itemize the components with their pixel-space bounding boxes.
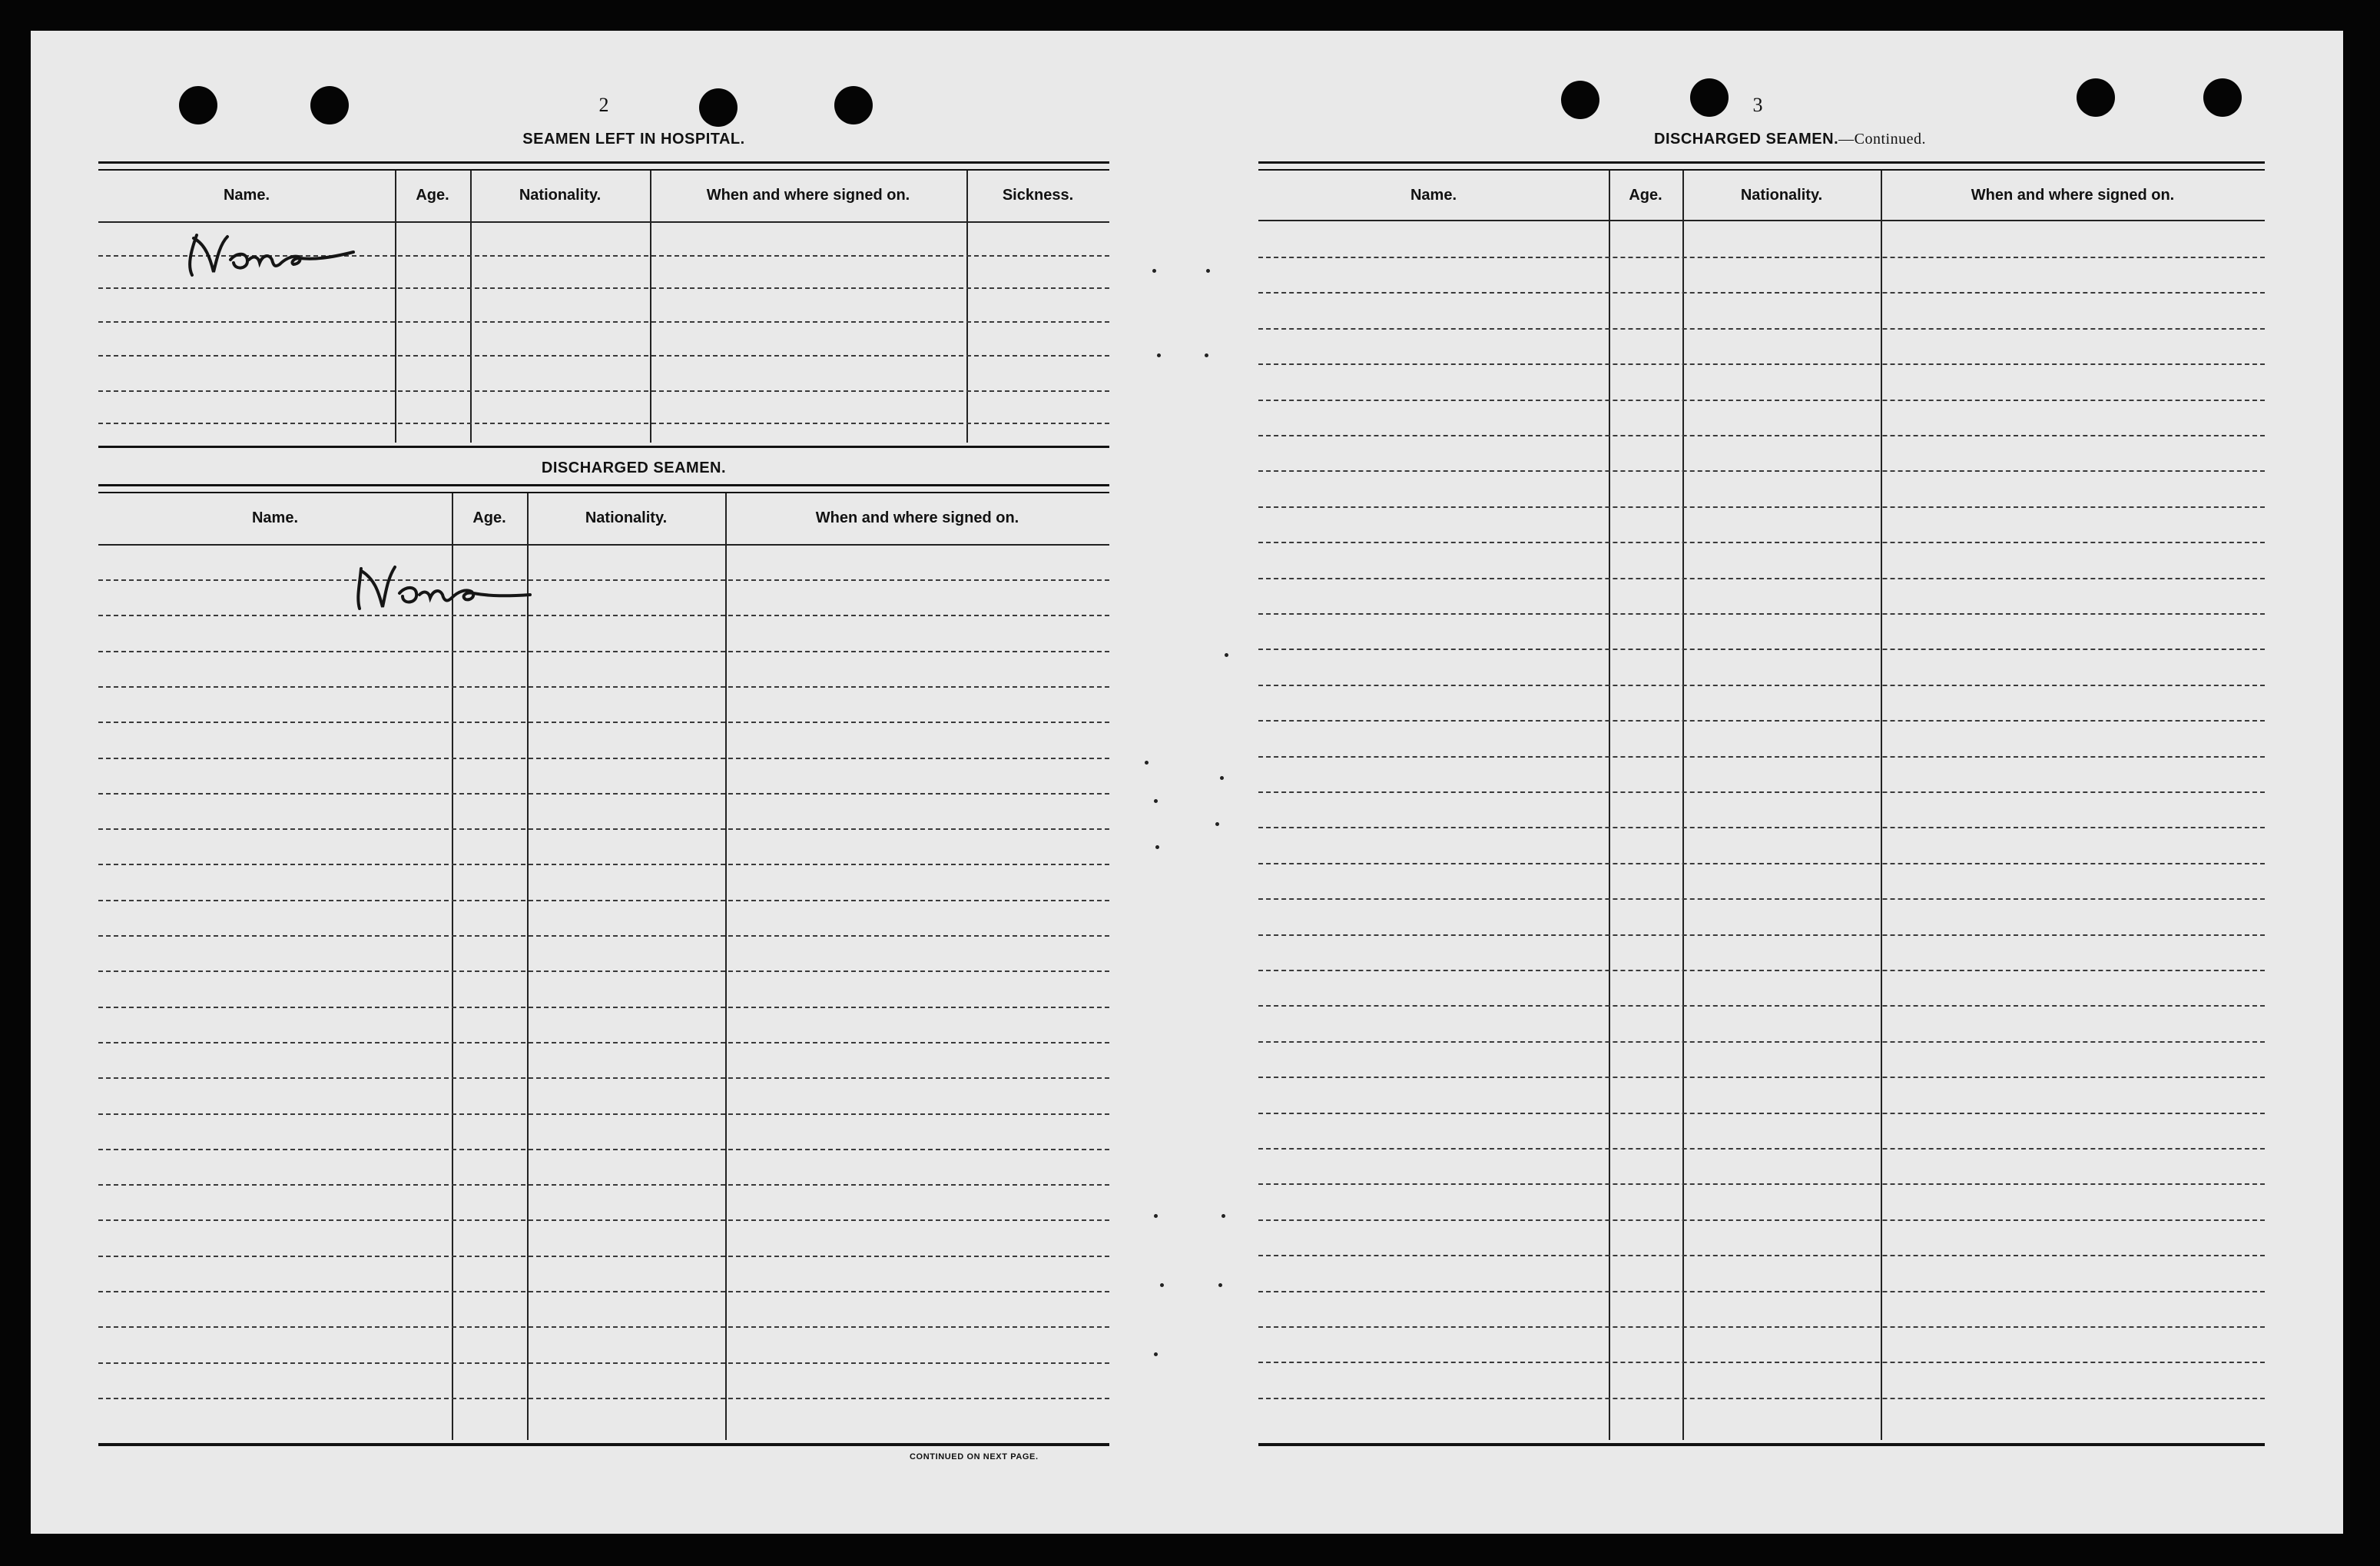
right-bottom-rule [1258,1443,2265,1446]
row-line [98,1184,1109,1186]
gutter-speck [1155,845,1159,849]
continued-note: CONTINUED ON NEXT PAGE. [910,1452,1039,1461]
row-line [1258,1077,2265,1078]
gutter-speck [1154,1214,1158,1218]
row-line [98,758,1109,759]
row-line [98,1007,1109,1008]
row-line [1258,649,2265,650]
handwritten-none-discharged [349,562,533,616]
row-line [1258,400,2265,401]
row-line [1258,720,2265,722]
punch-hole [834,86,873,124]
header-underline [1258,220,2265,221]
right-section-title [1552,131,2028,148]
row-line [98,935,1109,937]
row-line [1258,578,2265,579]
row-line [1258,363,2265,365]
row-line [98,355,1109,357]
row-line [98,970,1109,972]
column-divider [966,171,968,443]
row-line [98,1362,1109,1364]
row-line [1258,970,2265,971]
punch-hole [2203,78,2242,117]
discharged-top-rule [98,484,1109,493]
row-line [1258,1148,2265,1150]
row-line [98,1398,1109,1399]
row-line [98,321,1109,323]
punch-hole [310,86,349,124]
right-title-suffix: —Continued. [1838,131,1926,148]
col-header-when-where: When and where signed on. [1971,187,2175,204]
column-divider [1609,171,1610,1440]
row-line [1258,613,2265,615]
gutter-speck [1154,1352,1158,1356]
col-header-when-where: When and where signed on. [706,187,910,204]
header-underline [98,221,1109,223]
column-divider [395,171,396,443]
row-line [1258,1326,2265,1328]
row-line [98,686,1109,688]
row-line [1258,328,2265,330]
row-line [98,828,1109,830]
row-line [1258,756,2265,758]
row-line [1258,1041,2265,1043]
row-line [98,1113,1109,1115]
gutter-speck [1225,653,1228,657]
punch-hole [1690,78,1729,117]
column-divider [725,493,727,1440]
row-line [98,1149,1109,1150]
row-line [98,1077,1109,1079]
row-line [98,1326,1109,1328]
row-line [98,390,1109,392]
row-line [1258,685,2265,686]
hospital-top-rule [98,161,1109,171]
column-divider [470,171,472,443]
row-line [1258,1362,2265,1363]
col-header-name: Name. [1410,187,1457,204]
column-divider [527,493,529,1440]
col-header-when-where: When and where signed on. [815,509,1019,526]
gutter-speck [1218,1283,1222,1287]
row-line [1258,898,2265,900]
column-divider [1682,171,1684,1440]
row-line [98,722,1109,723]
punch-hole [179,86,217,124]
row-line [1258,292,2265,294]
handwritten-none-hospital [183,229,360,283]
row-line [1258,1398,2265,1399]
gutter-speck [1152,269,1156,273]
discharged-table-right [1258,171,2265,1440]
row-line [98,900,1109,901]
col-header-name: Name. [251,509,299,526]
col-header-sickness: Sickness. [1002,187,1074,204]
right-top-rule [1258,161,2265,171]
row-line [98,1256,1109,1257]
column-divider [452,493,453,1440]
column-divider [1881,171,1882,1440]
row-line [98,651,1109,652]
col-header-nationality: Nationality. [519,187,602,204]
hospital-bottom-rule [98,446,1109,448]
hospital-table [98,171,1109,443]
punch-hole [2077,78,2115,117]
left-bottom-rule [98,1443,1109,1446]
row-line [1258,1113,2265,1114]
punch-hole [1561,81,1599,119]
page-number-left: 2 [598,94,609,116]
row-line [1258,1005,2265,1007]
discharged-section-title: DISCHARGED SEAMEN. [541,460,727,476]
col-header-nationality: Nationality. [585,509,668,526]
row-line [1258,1291,2265,1292]
row-line [1258,1183,2265,1185]
row-line [1258,506,2265,508]
row-line [1258,257,2265,258]
gutter-speck [1215,822,1219,826]
row-line [98,1291,1109,1292]
gutter-speck [1160,1283,1164,1287]
gutter-speck [1221,1214,1225,1218]
discharged-table-left [98,493,1109,1440]
row-line [98,864,1109,865]
row-line [1258,470,2265,472]
row-line [98,579,1109,581]
header-underline [98,544,1109,546]
hospital-section-title: SEAMEN LEFT IN HOSPITAL. [522,131,745,148]
column-divider [650,171,651,443]
row-line [1258,791,2265,793]
col-header-name: Name. [223,187,270,204]
row-line [98,423,1109,424]
row-line [1258,542,2265,543]
row-line [98,1219,1109,1221]
row-line [1258,934,2265,936]
gutter-speck [1220,776,1224,780]
gutter-speck [1154,799,1158,803]
col-header-age: Age. [416,187,449,204]
row-line [1258,863,2265,864]
col-header-age: Age. [1629,187,1662,204]
row-line [98,793,1109,795]
row-line [98,1042,1109,1043]
gutter-speck [1205,353,1208,357]
col-header-nationality: Nationality. [1740,187,1823,204]
row-line [1258,1219,2265,1221]
row-line [98,287,1109,289]
row-line [1258,1255,2265,1256]
row-line [1258,827,2265,828]
page-number-right: 3 [1752,94,1763,116]
row-line [98,615,1109,616]
ledger-sheet [31,31,2343,1534]
punch-hole [699,88,738,127]
col-header-age: Age. [472,509,506,526]
gutter-speck [1157,353,1161,357]
gutter-speck [1145,761,1149,765]
gutter-speck [1206,269,1210,273]
row-line [1258,435,2265,436]
right-title-main: DISCHARGED SEAMEN. [1654,131,1839,148]
